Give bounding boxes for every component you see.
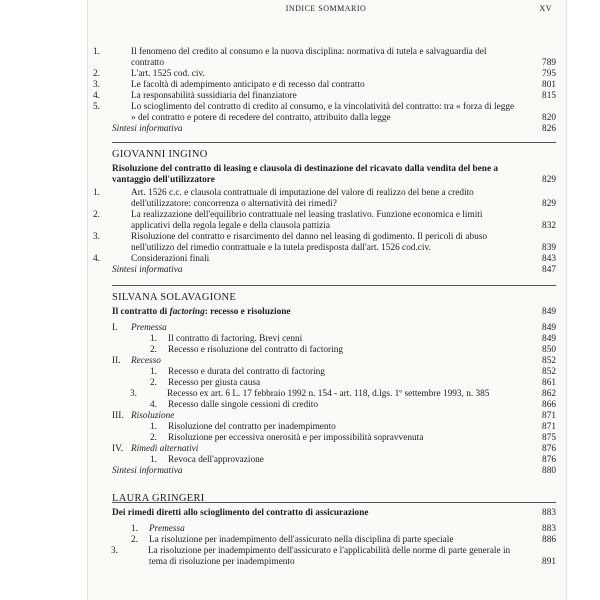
toc-entry: 1. Risoluzione del contratto per inadempimento 871 (150, 422, 556, 432)
toc-entry: 5. Lo scioglimento del contratto di credito al consumo, e la vincolatività del contratto: tra « forza di legge » del contratto e potere di recedere del contratto, attribuito dalla legge 820 (93, 102, 556, 123)
article-title: Risoluzione del contratto di leasing e clausola di destinazione del ricavato dalla vendita del bene a vantaggio dell'utilizzatore 829 (112, 164, 556, 185)
toc-part: IV. Rimedi alternativi 876 (112, 444, 556, 454)
toc-entry: 1. Art. 1526 c.c. e clausola contrattuale di imputazione del valore di realizzo del bene a credito dell'utilizzatore: concorrenza o alternatività dei rimedi? 829 (93, 188, 556, 209)
synthesis-entry: Sintesi informativa 847 (112, 265, 556, 275)
running-title: INDICE SOMMARIO (285, 4, 367, 13)
section-insurance (112, 493, 556, 568)
section-credit-consumer (93, 47, 556, 135)
synthesis-entry: Sintesi informativa 826 (112, 124, 556, 134)
toc-entry: 2. L'art. 1525 cod. civ. 795 (93, 69, 556, 79)
toc-entry: 3. Recesso ex art. 6 L. 17 febbraio 1992 n. 154 - art. 118, d.lgs. 1º settembre 1993, n. 385 862 (130, 389, 556, 399)
toc-entry: 2. Recesso per giusta causa 861 (150, 378, 556, 388)
page-number: XV (539, 4, 552, 13)
article-title: Il contratto di factoring: recesso e risoluzione 849 (112, 307, 556, 317)
toc-entry: 1. Revoca dell'approvazione 876 (150, 455, 556, 465)
toc-entry: 2. La realizzazione dell'equilibrio contrattuale nel leasing traslativo. Funzione economica e limiti applicativi della regola legale e della clausola pattizia 832 (93, 210, 556, 231)
toc-entry: 1. Recesso e durata del contratto di factoring 852 (150, 367, 556, 377)
toc-part: I. Premessa 849 (112, 323, 556, 333)
toc-entry: 3. La risoluzione per inadempimento dell'assicurato e l'applicabilità delle norme di parte generale in tema di risoluzione per inadempimento 891 (111, 546, 556, 567)
toc-entry: 3. Le facoltà di adempimento anticipato e di recesso dal contratto 801 (93, 80, 556, 90)
toc-entry: 1. Il contratto di factoring. Brevi cenni 849 (150, 334, 556, 344)
toc-entry: 2. La risoluzione per inadempimento dell'assicurato nella disciplina di parte speciale 886 (131, 535, 556, 545)
toc-part: II. Recesso 852 (112, 356, 556, 366)
author-name: SILVANA SOLAVAGIONE (112, 292, 237, 303)
section-leasing (93, 149, 556, 276)
author-name: LAURA GRINGERI (112, 493, 205, 504)
toc-entry: 1. Premessa 883 (131, 524, 556, 534)
section-factoring (112, 292, 556, 477)
table-of-contents (93, 47, 556, 568)
toc-entry: 2. Recesso e risoluzione del contratto di factoring 850 (150, 345, 556, 355)
toc-entry: 1. Il fenomeno del credito al consumo e la nuova disciplina: normativa di tutela e salvaguardia del contratto 789 (93, 47, 556, 68)
toc-entry: 3. Risoluzione del contratto e risarcimento del danno nel leasing di godimento. Il pericoli di abuso nell'utilizzo del rimedio contrattuale e la tutela predisposta dall'art. 1526 cod.civ. 839 (93, 232, 556, 253)
toc-entry: 4. La responsabilità sussidiaria del finanziatore 815 (93, 91, 556, 101)
author-name: GIOVANNI INGINO (112, 149, 208, 160)
running-header (100, 4, 552, 18)
toc-entry: 4. Considerazioni finali 843 (93, 254, 556, 264)
toc-entry: 2. Risoluzione per eccessiva onerosità e per impossibilità sopravvenuta 875 (150, 433, 556, 443)
article-title: Dei rimedi diretti allo scioglimento del contratto di assicurazione 883 (112, 508, 556, 518)
toc-part: III. Risoluzione 871 (112, 411, 556, 421)
toc-entry: 4. Recesso dalle singole cessioni di credito 866 (150, 400, 556, 410)
synthesis-entry: Sintesi informativa 880 (112, 466, 556, 476)
